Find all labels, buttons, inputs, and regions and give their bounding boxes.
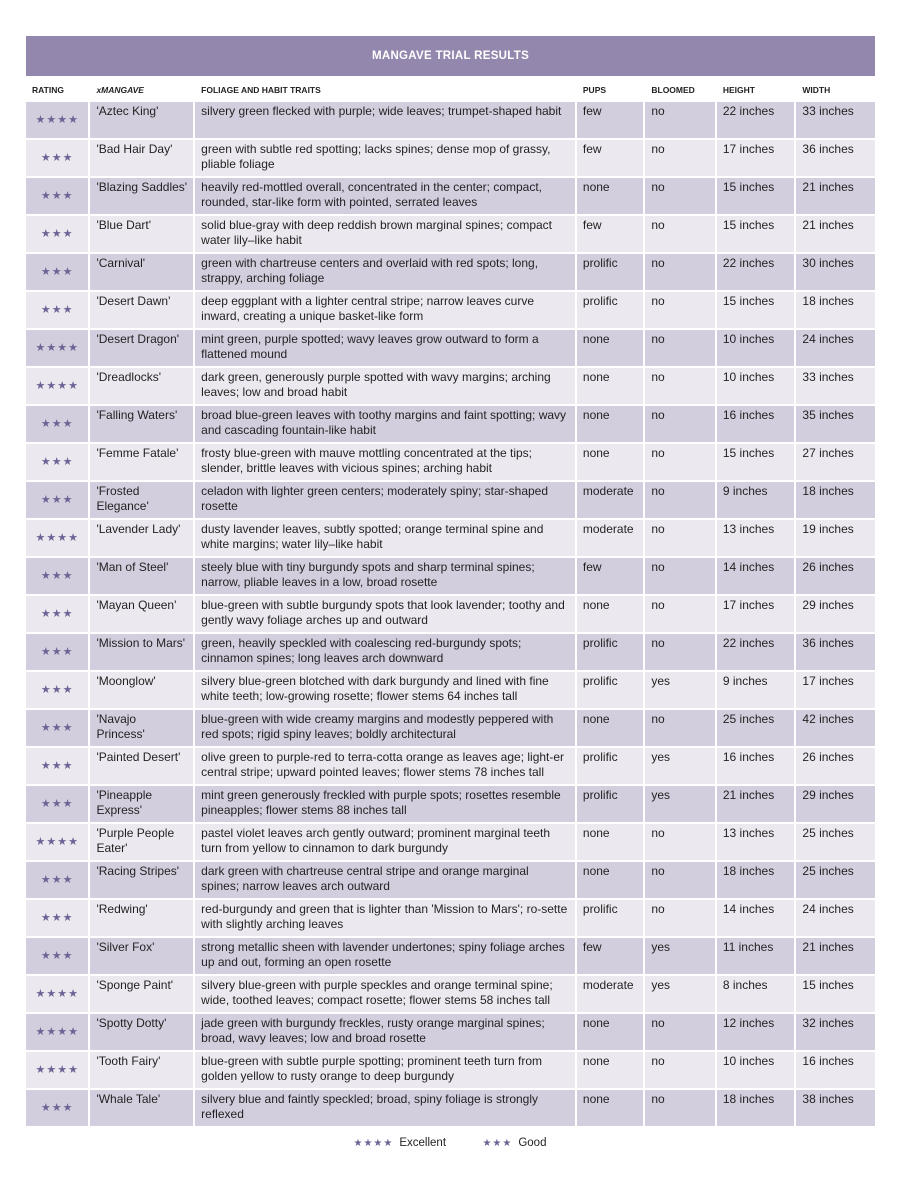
- cultivar-name: 'Moonglow': [90, 672, 193, 708]
- header-row: [26, 80, 875, 100]
- table-row: [26, 178, 875, 214]
- width-value: 18 inches: [796, 482, 875, 518]
- pups-value: few: [577, 938, 643, 974]
- height-value: 11 inches: [717, 938, 795, 974]
- foliage-traits: deep eggplant with a lighter central stripe; narrow leaves curve inward, creating a unique basket-like form: [195, 292, 575, 328]
- foliage-traits: blue-green with subtle burgundy spots that look lavender; toothy and gently wavy foliage arches up and outward: [195, 596, 575, 632]
- height-value: 25 inches: [717, 710, 795, 746]
- cultivar-name: 'Silver Fox': [90, 938, 193, 974]
- table-row: [26, 1014, 875, 1050]
- table-row: [26, 976, 875, 1012]
- pups-value: none: [577, 596, 643, 632]
- legend-excellent-label: Excellent: [399, 1137, 447, 1149]
- rating-stars-icon: ★★★: [26, 862, 88, 898]
- cultivar-name: 'Purple People Eater': [90, 824, 193, 860]
- rating-stars-icon: ★★★: [26, 710, 88, 746]
- bloomed-value: no: [645, 292, 714, 328]
- foliage-traits: red-burgundy and green that is lighter than 'Mission to Mars'; ro-sette with slightly arching leaves: [195, 900, 575, 936]
- table-row: [26, 938, 875, 974]
- pups-value: prolific: [577, 748, 643, 784]
- cultivar-name: 'Desert Dawn': [90, 292, 193, 328]
- height-value: 17 inches: [717, 596, 795, 632]
- table-body: [26, 102, 875, 1126]
- bloomed-value: no: [645, 406, 714, 442]
- bloomed-value: no: [645, 520, 714, 556]
- bloomed-value: no: [645, 482, 714, 518]
- cultivar-name: 'Tooth Fairy': [90, 1052, 193, 1088]
- width-value: 29 inches: [796, 596, 875, 632]
- results-table-container: [26, 36, 875, 1128]
- pups-value: few: [577, 558, 643, 594]
- bloomed-value: no: [645, 140, 714, 176]
- height-value: 10 inches: [717, 368, 795, 404]
- rating-stars-icon: ★★★: [26, 406, 88, 442]
- cultivar-name: 'Aztec King': [90, 102, 193, 138]
- cultivar-name: 'Frosted Elegance': [90, 482, 193, 518]
- bloomed-value: no: [645, 102, 714, 138]
- foliage-traits: dusty lavender leaves, subtly spotted; orange terminal spine and white margins; water lily–like habit: [195, 520, 575, 556]
- height-value: 22 inches: [717, 102, 795, 138]
- rating-stars-icon: ★★★: [26, 216, 88, 252]
- table-row: [26, 254, 875, 290]
- rating-stars-icon: ★★★: [26, 482, 88, 518]
- cultivar-name: 'Dreadlocks': [90, 368, 193, 404]
- legend-good-stars-icon: ★★★: [482, 1138, 513, 1149]
- rating-stars-icon: ★★★: [26, 140, 88, 176]
- rating-stars-icon: ★★★: [26, 786, 88, 822]
- table-title: MANGAVE TRIAL RESULTS: [26, 36, 875, 76]
- cultivar-name: 'Spotty Dotty': [90, 1014, 193, 1050]
- table-row: [26, 444, 875, 480]
- results-table: [24, 78, 877, 1128]
- pups-value: prolific: [577, 672, 643, 708]
- height-value: 18 inches: [717, 862, 795, 898]
- rating-stars-icon: ★★★: [26, 1090, 88, 1126]
- rating-stars-icon: ★★★: [26, 672, 88, 708]
- rating-stars-icon: ★★★: [26, 558, 88, 594]
- rating-stars-icon: ★★★: [26, 634, 88, 670]
- rating-stars-icon: ★★★: [26, 178, 88, 214]
- pups-value: none: [577, 1014, 643, 1050]
- table-row: [26, 216, 875, 252]
- header-height: HEIGHT: [717, 80, 795, 100]
- bloomed-value: no: [645, 1090, 714, 1126]
- height-value: 13 inches: [717, 824, 795, 860]
- pups-value: none: [577, 1090, 643, 1126]
- height-value: 15 inches: [717, 444, 795, 480]
- cultivar-name: 'Pineapple Express': [90, 786, 193, 822]
- table-row: [26, 558, 875, 594]
- height-value: 21 inches: [717, 786, 795, 822]
- bloomed-value: no: [645, 1052, 714, 1088]
- cultivar-name: 'Lavender Lady': [90, 520, 193, 556]
- height-value: 9 inches: [717, 672, 795, 708]
- foliage-traits: dark green, generously purple spotted with wavy margins; arching leaves; low and broad habit: [195, 368, 575, 404]
- width-value: 25 inches: [796, 862, 875, 898]
- cultivar-name: 'Desert Dragon': [90, 330, 193, 366]
- header-foliage: FOLIAGE AND HABIT TRAITS: [195, 80, 575, 100]
- bloomed-value: yes: [645, 786, 714, 822]
- foliage-traits: dark green with chartreuse central stripe and orange marginal spines; narrow leaves arch outward: [195, 862, 575, 898]
- pups-value: moderate: [577, 976, 643, 1012]
- width-value: 32 inches: [796, 1014, 875, 1050]
- bloomed-value: no: [645, 710, 714, 746]
- pups-value: prolific: [577, 786, 643, 822]
- bloomed-value: no: [645, 1014, 714, 1050]
- width-value: 30 inches: [796, 254, 875, 290]
- legend-excellent-stars-icon: ★★★★: [353, 1138, 394, 1149]
- bloomed-value: no: [645, 444, 714, 480]
- rating-stars-icon: ★★★: [26, 596, 88, 632]
- foliage-traits: blue-green with subtle purple spotting; prominent teeth turn from golden yellow to rusty orange to deep burgundy: [195, 1052, 575, 1088]
- pups-value: few: [577, 216, 643, 252]
- width-value: 27 inches: [796, 444, 875, 480]
- rating-stars-icon: ★★★★: [26, 330, 88, 366]
- width-value: 19 inches: [796, 520, 875, 556]
- rating-stars-icon: ★★★★: [26, 976, 88, 1012]
- pups-value: none: [577, 406, 643, 442]
- cultivar-name: 'Blazing Saddles': [90, 178, 193, 214]
- cultivar-name: 'Painted Desert': [90, 748, 193, 784]
- foliage-traits: jade green with burgundy freckles, rusty orange marginal spines; broad, wavy leaves; low and broad rosette: [195, 1014, 575, 1050]
- width-value: 36 inches: [796, 634, 875, 670]
- bloomed-value: no: [645, 824, 714, 860]
- foliage-traits: green, heavily speckled with coalescing red-burgundy spots; cinnamon spines; long leaves arch downward: [195, 634, 575, 670]
- height-value: 9 inches: [717, 482, 795, 518]
- rating-stars-icon: ★★★: [26, 292, 88, 328]
- pups-value: few: [577, 102, 643, 138]
- foliage-traits: mint green generously freckled with purple spots; rosettes resemble pineapples; flower stems 88 inches tall: [195, 786, 575, 822]
- width-value: 29 inches: [796, 786, 875, 822]
- table-row: [26, 862, 875, 898]
- bloomed-value: no: [645, 596, 714, 632]
- pups-value: none: [577, 710, 643, 746]
- height-value: 14 inches: [717, 558, 795, 594]
- cultivar-name: 'Navajo Princess': [90, 710, 193, 746]
- rating-stars-icon: ★★★: [26, 444, 88, 480]
- cultivar-name: 'Falling Waters': [90, 406, 193, 442]
- cultivar-name: 'Whale Tale': [90, 1090, 193, 1126]
- pups-value: none: [577, 330, 643, 366]
- pups-value: moderate: [577, 520, 643, 556]
- bloomed-value: no: [645, 330, 714, 366]
- width-value: 36 inches: [796, 140, 875, 176]
- pups-value: none: [577, 1052, 643, 1088]
- height-value: 15 inches: [717, 178, 795, 214]
- foliage-traits: silvery blue-green with purple speckles and orange terminal spine; wide, toothed leaves; compact rosette; flower stems 58 inches tall: [195, 976, 575, 1012]
- pups-value: none: [577, 862, 643, 898]
- width-value: 21 inches: [796, 178, 875, 214]
- bloomed-value: no: [645, 862, 714, 898]
- width-value: 17 inches: [796, 672, 875, 708]
- bloomed-value: no: [645, 178, 714, 214]
- table-row: [26, 672, 875, 708]
- header-rating: RATING: [26, 80, 88, 100]
- foliage-traits: broad blue-green leaves with toothy margins and faint spotting; wavy and cascading fountain-like habit: [195, 406, 575, 442]
- height-value: 16 inches: [717, 406, 795, 442]
- table-row: [26, 520, 875, 556]
- rating-stars-icon: ★★★★: [26, 520, 88, 556]
- header-mangave: xMANGAVE: [90, 80, 193, 100]
- width-value: 26 inches: [796, 558, 875, 594]
- height-value: 10 inches: [717, 330, 795, 366]
- width-value: 33 inches: [796, 102, 875, 138]
- cultivar-name: 'Mission to Mars': [90, 634, 193, 670]
- foliage-traits: heavily red-mottled overall, concentrated in the center; compact, rounded, star-like form with pointed, serrated leaves: [195, 178, 575, 214]
- table-row: [26, 330, 875, 366]
- table-row: [26, 140, 875, 176]
- foliage-traits: blue-green with wide creamy margins and modestly peppered with red spots; rigid spiny leaves; boldly architectural: [195, 710, 575, 746]
- header-pups: PUPS: [577, 80, 643, 100]
- width-value: 16 inches: [796, 1052, 875, 1088]
- rating-stars-icon: ★★★★: [26, 102, 88, 138]
- table-row: [26, 368, 875, 404]
- header-bloomed: BLOOMED: [645, 80, 714, 100]
- table-row: [26, 824, 875, 860]
- height-value: 8 inches: [717, 976, 795, 1012]
- rating-stars-icon: ★★★: [26, 254, 88, 290]
- bloomed-value: yes: [645, 938, 714, 974]
- pups-value: few: [577, 140, 643, 176]
- pups-value: none: [577, 178, 643, 214]
- cultivar-name: 'Sponge Paint': [90, 976, 193, 1012]
- cultivar-name: 'Racing Stripes': [90, 862, 193, 898]
- pups-value: prolific: [577, 634, 643, 670]
- width-value: 33 inches: [796, 368, 875, 404]
- height-value: 15 inches: [717, 216, 795, 252]
- height-value: 18 inches: [717, 1090, 795, 1126]
- width-value: 21 inches: [796, 938, 875, 974]
- bloomed-value: yes: [645, 748, 714, 784]
- height-value: 10 inches: [717, 1052, 795, 1088]
- bloomed-value: no: [645, 254, 714, 290]
- table-row: [26, 596, 875, 632]
- table-row: [26, 710, 875, 746]
- foliage-traits: strong metallic sheen with lavender undertones; spiny foliage arches up and out, forming an open rosette: [195, 938, 575, 974]
- pups-value: prolific: [577, 254, 643, 290]
- pups-value: moderate: [577, 482, 643, 518]
- cultivar-name: 'Blue Dart': [90, 216, 193, 252]
- foliage-traits: pastel violet leaves arch gently outward; prominent marginal teeth turn from yellow to cinnamon to dark burgundy: [195, 824, 575, 860]
- bloomed-value: no: [645, 558, 714, 594]
- width-value: 26 inches: [796, 748, 875, 784]
- bloomed-value: no: [645, 900, 714, 936]
- foliage-traits: silvery blue and faintly speckled; broad, spiny foliage is strongly reflexed: [195, 1090, 575, 1126]
- foliage-traits: frosty blue-green with mauve mottling concentrated at the tips; slender, brittle leaves with vicious spines; arching habit: [195, 444, 575, 480]
- foliage-traits: mint green, purple spotted; wavy leaves grow outward to form a flattened mound: [195, 330, 575, 366]
- table-row: [26, 634, 875, 670]
- rating-stars-icon: ★★★: [26, 900, 88, 936]
- foliage-traits: green with subtle red spotting; lacks spines; dense mop of grassy, pliable foliage: [195, 140, 575, 176]
- rating-stars-icon: ★★★★: [26, 1014, 88, 1050]
- table-row: [26, 292, 875, 328]
- height-value: 14 inches: [717, 900, 795, 936]
- cultivar-name: 'Man of Steel': [90, 558, 193, 594]
- foliage-traits: silvery blue-green blotched with dark burgundy and lined with fine white teeth; low-growing rosette; flower stems 64 inches tall: [195, 672, 575, 708]
- height-value: 12 inches: [717, 1014, 795, 1050]
- legend-good-label: Good: [518, 1137, 547, 1149]
- pups-value: prolific: [577, 900, 643, 936]
- rating-stars-icon: ★★★★: [26, 824, 88, 860]
- width-value: 24 inches: [796, 900, 875, 936]
- foliage-traits: green with chartreuse centers and overlaid with red spots; long, strappy, arching foliage: [195, 254, 575, 290]
- cultivar-name: 'Bad Hair Day': [90, 140, 193, 176]
- rating-stars-icon: ★★★★: [26, 1052, 88, 1088]
- rating-stars-icon: ★★★: [26, 748, 88, 784]
- table-row: [26, 748, 875, 784]
- width-value: 38 inches: [796, 1090, 875, 1126]
- width-value: 21 inches: [796, 216, 875, 252]
- bloomed-value: yes: [645, 672, 714, 708]
- width-value: 42 inches: [796, 710, 875, 746]
- table-row: [26, 1090, 875, 1126]
- height-value: 15 inches: [717, 292, 795, 328]
- rating-legend: [0, 1137, 900, 1149]
- height-value: 22 inches: [717, 634, 795, 670]
- pups-value: none: [577, 368, 643, 404]
- table-row: [26, 482, 875, 518]
- height-value: 17 inches: [717, 140, 795, 176]
- height-value: 16 inches: [717, 748, 795, 784]
- pups-value: none: [577, 824, 643, 860]
- bloomed-value: no: [645, 368, 714, 404]
- foliage-traits: olive green to purple-red to terra-cotta orange as leaves age; light-er central stripe; upward pointed leaves; flower stems 78 inches tall: [195, 748, 575, 784]
- pups-value: none: [577, 444, 643, 480]
- rating-stars-icon: ★★★: [26, 938, 88, 974]
- table-row: [26, 406, 875, 442]
- width-value: 25 inches: [796, 824, 875, 860]
- cultivar-name: 'Redwing': [90, 900, 193, 936]
- width-value: 18 inches: [796, 292, 875, 328]
- foliage-traits: solid blue-gray with deep reddish brown marginal spines; compact water lily–like habit: [195, 216, 575, 252]
- cultivar-name: 'Femme Fatale': [90, 444, 193, 480]
- table-row: [26, 900, 875, 936]
- bloomed-value: no: [645, 634, 714, 670]
- cultivar-name: 'Mayan Queen': [90, 596, 193, 632]
- foliage-traits: silvery green flecked with purple; wide leaves; trumpet-shaped habit: [195, 102, 575, 138]
- width-value: 15 inches: [796, 976, 875, 1012]
- header-width: WIDTH: [796, 80, 875, 100]
- height-value: 22 inches: [717, 254, 795, 290]
- cultivar-name: 'Carnival': [90, 254, 193, 290]
- table-row: [26, 786, 875, 822]
- foliage-traits: celadon with lighter green centers; moderately spiny; star-shaped rosette: [195, 482, 575, 518]
- foliage-traits: steely blue with tiny burgundy spots and sharp terminal spines; narrow, pliable leaves in a low, broad rosette: [195, 558, 575, 594]
- bloomed-value: yes: [645, 976, 714, 1012]
- table-row: [26, 1052, 875, 1088]
- table-row: [26, 102, 875, 138]
- rating-stars-icon: ★★★★: [26, 368, 88, 404]
- width-value: 35 inches: [796, 406, 875, 442]
- bloomed-value: no: [645, 216, 714, 252]
- width-value: 24 inches: [796, 330, 875, 366]
- height-value: 13 inches: [717, 520, 795, 556]
- pups-value: prolific: [577, 292, 643, 328]
